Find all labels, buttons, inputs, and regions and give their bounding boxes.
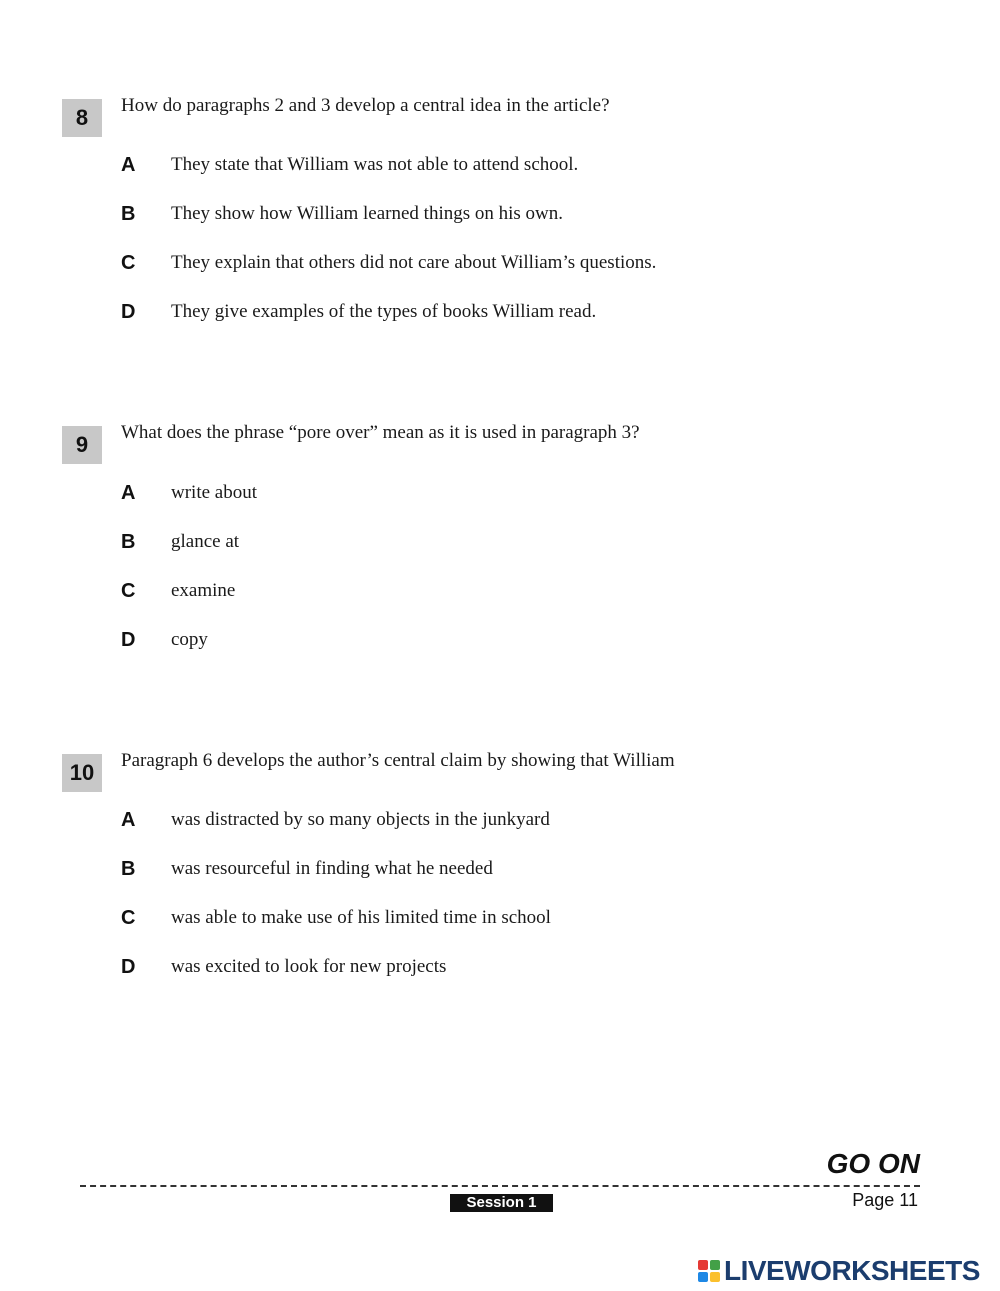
question-prompt: How do paragraphs 2 and 3 develop a central idea in the article? <box>121 95 610 116</box>
option-letter: B <box>121 858 136 880</box>
q9-option-b[interactable] <box>0 531 1000 561</box>
q9-option-c[interactable] <box>0 580 1000 610</box>
q10-option-d[interactable] <box>0 956 1000 986</box>
q8-option-d[interactable] <box>0 301 1000 331</box>
q10-option-b[interactable] <box>0 858 1000 888</box>
option-letter: C <box>121 907 136 929</box>
option-letter: D <box>121 301 136 323</box>
q8-option-a[interactable] <box>0 154 1000 184</box>
option-text: They give examples of the types of books William read. <box>171 301 597 322</box>
q9-option-a[interactable] <box>0 482 1000 512</box>
option-text: write about <box>171 482 258 503</box>
option-letter: A <box>121 154 136 176</box>
question-number: 9 <box>62 426 102 464</box>
footer-divider <box>80 1185 920 1187</box>
option-text: They state that William was not able to attend school. <box>171 154 579 175</box>
option-text: copy <box>171 629 208 650</box>
option-text: glance at <box>171 531 240 552</box>
option-letter: D <box>121 956 136 978</box>
q9-option-d[interactable] <box>0 629 1000 659</box>
option-text: examine <box>171 580 236 601</box>
option-text: They explain that others did not care about William’s questions. <box>171 252 657 273</box>
option-letter: D <box>121 629 136 651</box>
q8-option-b[interactable] <box>0 203 1000 233</box>
option-text: was distracted by so many objects in the junkyard <box>171 809 550 830</box>
question-number: 8 <box>62 99 102 137</box>
option-text: was resourceful in finding what he needed <box>171 858 493 879</box>
logo-mark-icon <box>698 1260 720 1282</box>
option-letter: A <box>121 809 136 831</box>
q8-option-c[interactable] <box>0 252 1000 282</box>
liveworksheets-logo[interactable] <box>698 1255 980 1287</box>
page-number: Page 11 <box>852 1190 918 1210</box>
option-letter: A <box>121 482 136 504</box>
logo-square <box>698 1272 708 1282</box>
option-text: was excited to look for new projects <box>171 956 447 977</box>
session-badge: Session 1 <box>450 1194 553 1212</box>
option-letter: B <box>121 203 136 225</box>
q10-option-c[interactable] <box>0 907 1000 937</box>
q10-option-a[interactable] <box>0 809 1000 839</box>
question-prompt: Paragraph 6 develops the author’s central claim by showing that William <box>121 750 675 771</box>
go-on-label: GO ON <box>826 1148 920 1179</box>
logo-square <box>710 1260 720 1270</box>
logo-square <box>710 1272 720 1282</box>
question-number: 10 <box>62 754 102 792</box>
option-text: was able to make use of his limited time in school <box>171 907 551 928</box>
option-text: They show how William learned things on his own. <box>171 203 564 224</box>
option-letter: C <box>121 580 136 602</box>
option-letter: C <box>121 252 136 274</box>
option-letter: B <box>121 531 136 553</box>
question-prompt: What does the phrase “pore over” mean as it is used in paragraph 3? <box>121 422 640 443</box>
logo-square <box>698 1260 708 1270</box>
logo-text: LIVEWORKSHEETS <box>724 1255 980 1286</box>
